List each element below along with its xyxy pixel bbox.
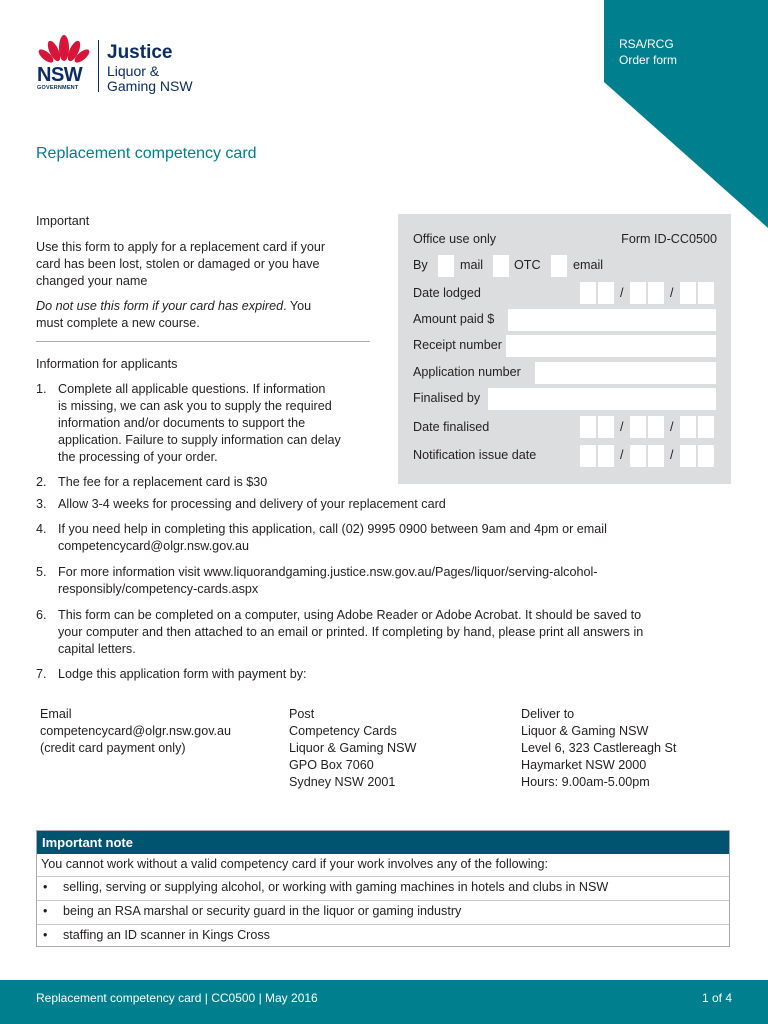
date-finalised-label: Date finalised (413, 420, 490, 434)
date-finalised-year-2[interactable] (698, 416, 714, 438)
more-info-link[interactable]: For more information visit www.liquorandgaming.justice.nsw.gov.au/Pages/liquor/serving-alcohol- (58, 565, 598, 579)
otc-checkbox[interactable] (493, 255, 509, 277)
office-use-panel (398, 214, 731, 484)
item-line: the processing of your order. (58, 450, 218, 464)
lodge-post-line: Competency Cards (289, 724, 397, 738)
nsw-government-label: GOVERNMENT (37, 85, 79, 91)
date-finalised-month-1[interactable] (630, 416, 646, 438)
notification-year-1[interactable] (680, 445, 696, 467)
lodge-post-line: Sydney NSW 2001 (289, 775, 396, 789)
receipt-number-field[interactable] (506, 335, 716, 357)
date-finalised-day-1[interactable] (580, 416, 596, 438)
item-line: information and/or documents to support the (58, 416, 306, 430)
finalised-by-field[interactable] (488, 388, 716, 410)
important-heading: Important (36, 214, 90, 228)
receipt-number-label: Receipt number (413, 338, 502, 352)
lodge-deliver-line: Level 6, 323 Castlereagh St (521, 741, 677, 755)
lodge-post-line: Liquor & Gaming NSW (289, 741, 417, 755)
brand-justice: Justice (107, 42, 173, 63)
date-separator: / (670, 448, 674, 462)
notification-day-1[interactable] (580, 445, 596, 467)
note-bullet-row (37, 876, 729, 900)
form-type-code: RSA/RCG (619, 37, 674, 51)
lodge-deliver-column (521, 706, 676, 791)
important-line: changed your name (36, 274, 148, 288)
email-checkbox[interactable] (551, 255, 567, 277)
note-bullet-text: selling, serving or supplying alcohol, or working with gaming machines in hotels and clubs in NSW (63, 880, 609, 894)
expired-warning (36, 298, 371, 332)
notification-day-2[interactable] (598, 445, 614, 467)
lodge-email-heading: Email (40, 707, 72, 721)
date-separator: / (620, 286, 624, 300)
nsw-wordmark: NSW (37, 64, 83, 86)
bullet-icon: • (43, 880, 48, 894)
lodge-email-note: (credit card payment only) (40, 741, 186, 755)
mail-checkbox[interactable] (438, 255, 454, 277)
item-line: application. Failure to supply information can delay (58, 433, 341, 447)
item-number: 7. (36, 667, 47, 681)
expired-warning-rest: . You (283, 299, 312, 313)
date-finalised-month-2[interactable] (648, 416, 664, 438)
brand-agency-line1: Liquor & (107, 63, 160, 79)
logo-divider (98, 40, 99, 92)
help-email-link[interactable]: competencycard@olgr.nsw.gov.au (58, 539, 250, 553)
note-bullet-text: being an RSA marshal or security guard in the liquor or gaming industry (63, 904, 462, 918)
date-lodged-day-2[interactable] (598, 282, 614, 304)
item-line: Lodge this application form with payment by: (58, 667, 307, 681)
date-lodged-day-1[interactable] (580, 282, 596, 304)
item-line: capital letters. (58, 642, 136, 656)
page-number: 1 of 4 (701, 991, 732, 1005)
page-footer (0, 980, 768, 1024)
lodge-post-line: GPO Box 7060 (289, 758, 374, 772)
form-type-name: Order form (619, 53, 678, 67)
lodge-deliver-line: Haymarket NSW 2000 (521, 758, 647, 772)
form-type-label (619, 36, 677, 68)
item-line: The fee for a replacement card is $30 (58, 475, 268, 489)
item-number: 3. (36, 497, 47, 511)
by-label: By (413, 258, 428, 272)
date-finalised-year-1[interactable] (680, 416, 696, 438)
expired-warning-line2: must complete a new course. (36, 316, 200, 330)
date-separator: / (670, 420, 674, 434)
bullet-icon: • (43, 904, 48, 918)
item-line: This form can be completed on a computer, using Adobe Reader or Adobe Acrobat. It should be saved to (58, 608, 642, 622)
info-heading: Information for applicants (36, 357, 178, 371)
important-line: card has been lost, stolen or damaged or you have (36, 257, 320, 271)
amount-paid-label: Amount paid $ (413, 312, 495, 326)
note-bullet-row (37, 924, 729, 948)
important-note-heading: Important note (37, 831, 729, 854)
mail-label: mail (460, 258, 484, 272)
finalised-by-label: Finalised by (413, 391, 481, 405)
date-separator: / (620, 448, 624, 462)
item-number: 6. (36, 608, 47, 622)
item-number: 2. (36, 475, 47, 489)
date-lodged-month-2[interactable] (648, 282, 664, 304)
office-use-heading: Office use only (413, 232, 497, 246)
date-separator: / (620, 420, 624, 434)
date-lodged-label: Date lodged (413, 286, 481, 300)
footer-document-info: Replacement competency card | CC0500 | May 2016 (36, 991, 318, 1005)
brand-agency (107, 64, 193, 94)
item-number: 1. (36, 382, 47, 396)
expired-warning-italic: Do not use this form if your card has expired (36, 299, 284, 313)
header-corner-band (604, 0, 768, 228)
lodge-deliver-heading: Deliver to (521, 707, 575, 721)
notification-month-1[interactable] (630, 445, 646, 467)
lodge-email-address[interactable]: competencycard@olgr.nsw.gov.au (40, 724, 232, 738)
item-number: 4. (36, 522, 47, 536)
lodge-email-column (40, 706, 231, 757)
more-info-link-cont[interactable]: responsibly/competency-cards.aspx (58, 582, 259, 596)
item-line: Complete all applicable questions. If information (58, 382, 326, 396)
important-note-intro: You cannot work without a valid competency card if your work involves any of the following: (41, 857, 549, 871)
waratah-logo-icon (37, 34, 91, 64)
lodge-deliver-line: Hours: 9.00am-5.00pm (521, 775, 650, 789)
otc-label: OTC (514, 258, 541, 272)
important-line: Use this form to apply for a replacement card if your (36, 240, 326, 254)
item-number: 5. (36, 565, 47, 579)
lodge-post-heading: Post (289, 707, 315, 721)
lodge-post-column (289, 706, 416, 791)
section-divider (36, 341, 370, 342)
bullet-icon: • (43, 928, 48, 942)
email-label: email (573, 258, 604, 272)
application-number-field[interactable] (535, 362, 716, 384)
amount-paid-field[interactable] (508, 309, 716, 331)
important-note-box (36, 830, 730, 947)
item-line: is missing, we can ask you to supply the required (58, 399, 332, 413)
note-bullet-row (37, 900, 729, 924)
item-line: Allow 3-4 weeks for processing and delivery of your replacement card (58, 497, 446, 511)
date-lodged-year-1[interactable] (680, 282, 696, 304)
date-lodged-year-2[interactable] (698, 282, 714, 304)
application-number-label: Application number (413, 365, 521, 379)
important-paragraph (36, 239, 371, 290)
notification-year-2[interactable] (698, 445, 714, 467)
date-separator: / (670, 286, 674, 300)
item-line: your computer and then attached to an email or printed. If completing by hand, please print all answers in (58, 625, 644, 639)
lodge-deliver-line: Liquor & Gaming NSW (521, 724, 649, 738)
notification-month-2[interactable] (648, 445, 664, 467)
brand-agency-line2: Gaming NSW (107, 78, 193, 94)
form-id: Form ID-CC0500 (621, 232, 717, 246)
notification-issue-date-label: Notification issue date (413, 448, 537, 462)
page-title: Replacement competency card (36, 145, 257, 162)
item-line: If you need help in completing this application, call (02) 9995 0900 between 9am and 4pm or email (58, 522, 607, 536)
date-lodged-month-1[interactable] (630, 282, 646, 304)
note-bullet-text: staffing an ID scanner in Kings Cross (63, 928, 270, 942)
date-finalised-day-2[interactable] (598, 416, 614, 438)
